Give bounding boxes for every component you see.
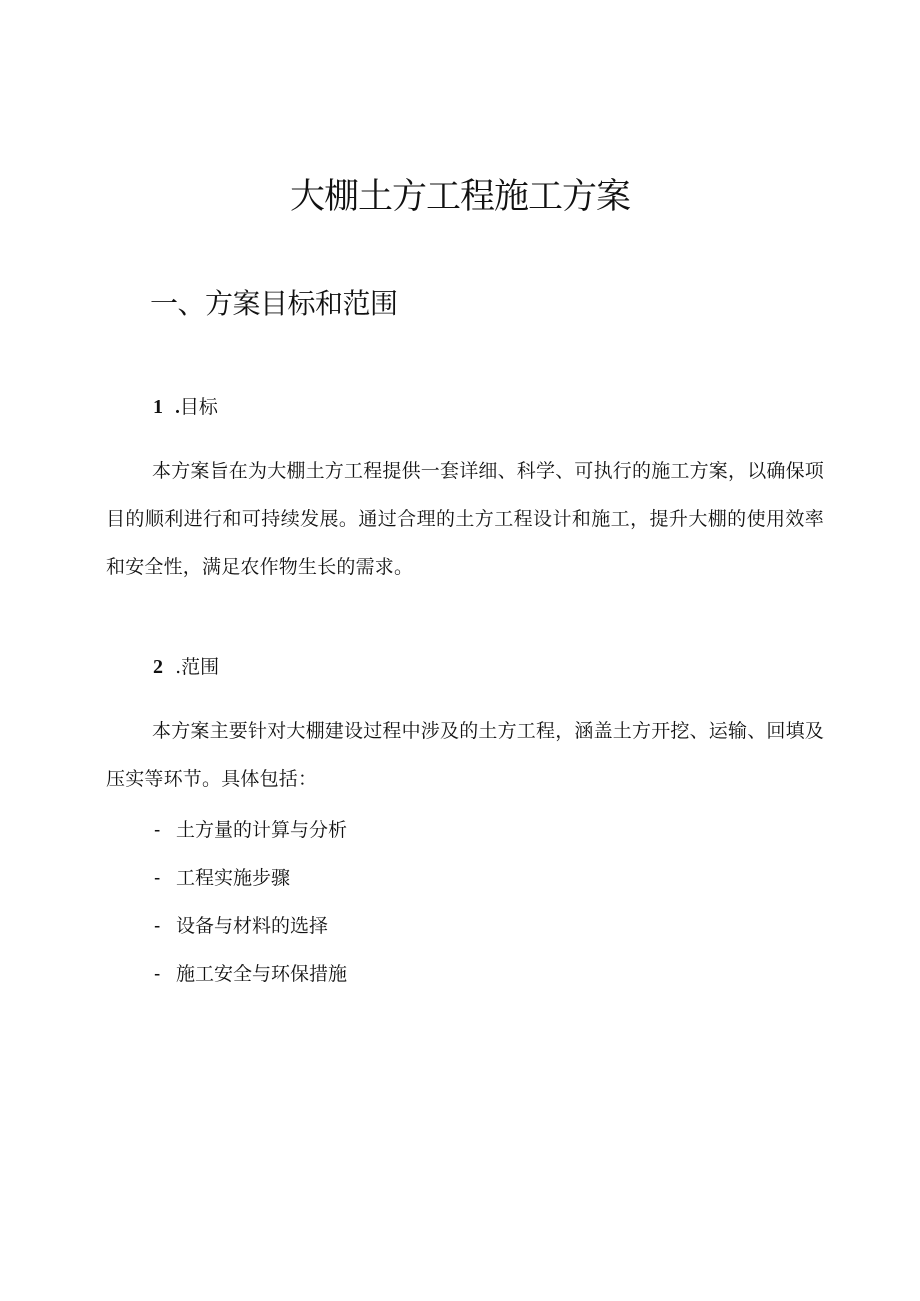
list-dash: - (154, 964, 161, 985)
list-item (154, 854, 347, 902)
list-item-text: 工程实施步骤 (176, 867, 291, 889)
list-item-text: 设备与材料的选择 (176, 915, 329, 937)
scope-list (154, 806, 347, 998)
goal-paragraph: 本方案旨在为大棚土方工程提供一套详细、科学、可执行的施工方案，以确保项目的顺利进行和可持续发展。通过合理的土方工程设计和施工，提升大棚的使用效率和安全性，满足农作物生长的需求。 (106, 460, 825, 578)
subsection-separator: . (175, 397, 180, 418)
subsection-label: 目标 (179, 396, 218, 418)
list-item (154, 806, 347, 854)
list-dash: - (154, 916, 161, 937)
document-title: 大棚土方工程施工方案 (289, 177, 630, 217)
subsection-heading-scope (153, 653, 219, 681)
list-item (154, 950, 347, 998)
scope-paragraph: 本方案主要针对大棚建设过程中涉及的土方工程，涵盖土方开挖、运输、回填及压实等环节。具体包括： (106, 720, 825, 790)
list-item (154, 902, 347, 950)
subsection-number: 1 (153, 396, 163, 418)
section-heading: 一、方案目标和范围 (150, 287, 398, 320)
list-item-text: 土方量的计算与分析 (176, 819, 348, 841)
list-dash: - (154, 868, 161, 889)
subsection-label: 范围 (181, 656, 220, 678)
subsection-separator: . (175, 656, 182, 678)
list-dash: - (154, 820, 161, 841)
subsection-number: 2 (153, 656, 163, 678)
list-item-text: 施工安全与环保措施 (176, 963, 348, 985)
subsection-heading-goal (153, 393, 218, 422)
